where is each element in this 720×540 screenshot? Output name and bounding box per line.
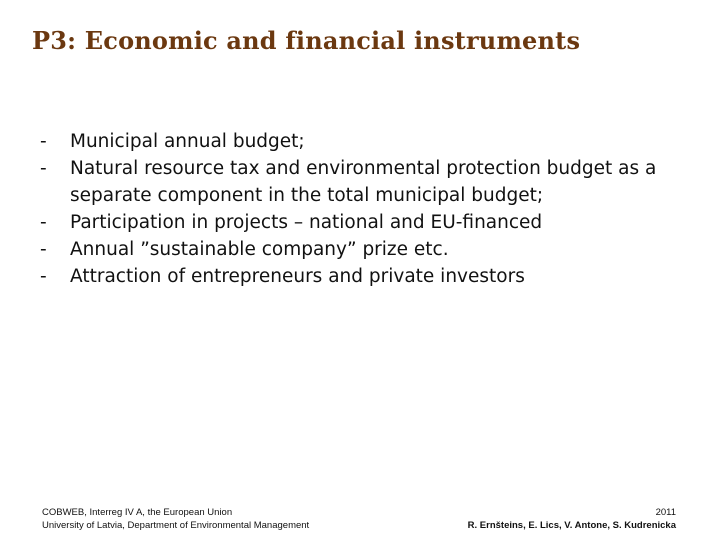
bullet-list — [40, 128, 700, 290]
bullet-item — [40, 263, 700, 290]
footer-year: 2011 — [655, 507, 676, 518]
bullet-marker: - — [40, 266, 47, 287]
footer-right — [468, 506, 676, 532]
footer-left — [42, 506, 309, 532]
bullet-text: Attraction of entrepreneurs and private investors — [70, 266, 525, 287]
slide-title: P3: Economic and financial instruments — [32, 26, 581, 55]
footer-authors: R. Ernšteins, E. Lics, V. Antone, S. Kudrenicka — [467, 520, 676, 531]
bullet-marker: - — [40, 239, 47, 260]
bullet-text: Annual ”sustainable company” prize etc. — [70, 239, 449, 260]
bullet-item — [40, 155, 700, 209]
bullet-item — [40, 128, 700, 155]
footer-institution: University of Latvia, Department of Environmental Management — [42, 520, 310, 531]
bullet-marker: - — [40, 212, 47, 233]
bullet-marker: - — [40, 131, 47, 152]
bullet-marker: - — [40, 158, 47, 179]
bullet-text: Natural resource tax and environmental protection budget as a separate component in the total municipal budget; — [70, 158, 657, 206]
bullet-text: Municipal annual budget; — [70, 131, 305, 152]
bullet-text: Participation in projects – national and EU-financed — [70, 212, 543, 233]
bullet-item — [40, 236, 700, 263]
bullet-item — [40, 209, 700, 236]
footer-project: COBWEB, Interreg IV A, the European Union — [42, 507, 233, 518]
